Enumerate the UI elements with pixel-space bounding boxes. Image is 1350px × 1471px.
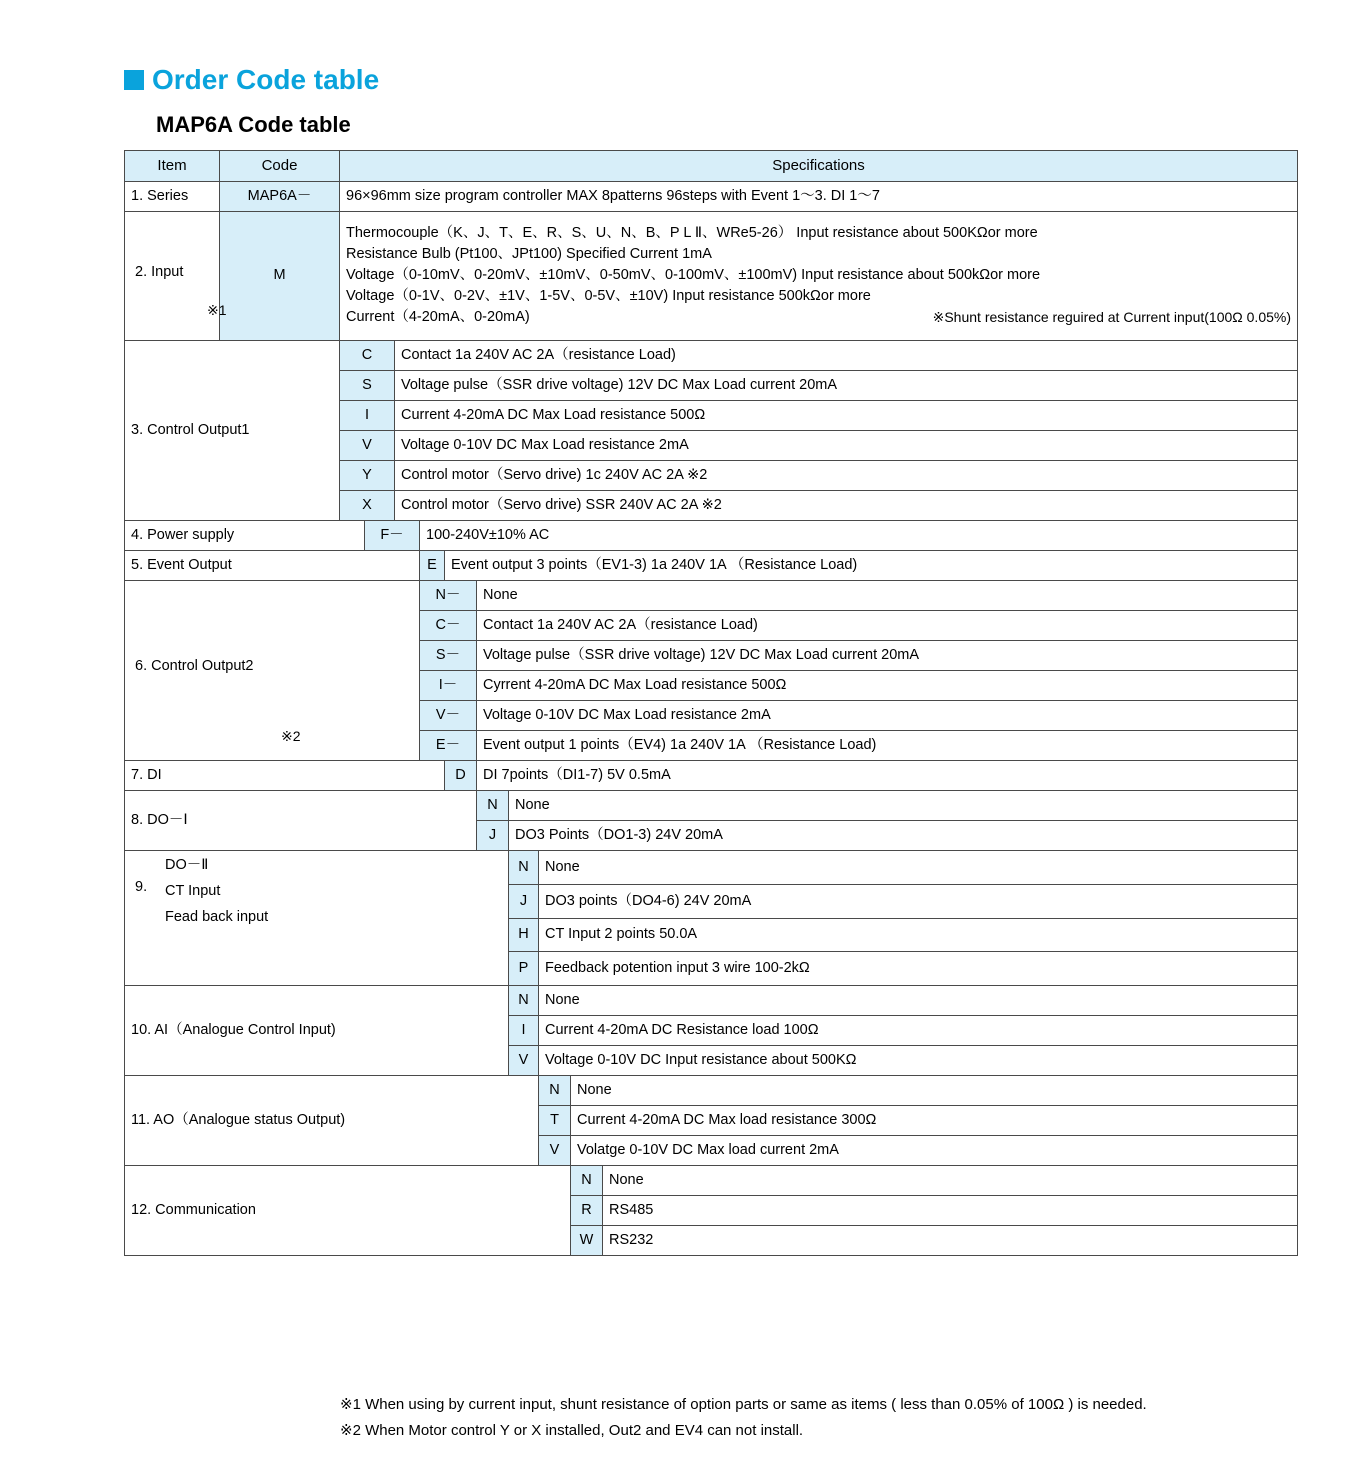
row-di xyxy=(125,760,1298,790)
row-control-output1-c xyxy=(125,340,1298,370)
series-item-label: 1. Series xyxy=(125,181,220,211)
do2-spec-p: Feedback potention input 3 wire 100-2kΩ xyxy=(539,952,1298,986)
control-output2-spec-e: Event output 1 points（EV4) 1a 240V 1A （Resistance Load) xyxy=(477,730,1298,760)
event-output-code: E xyxy=(420,550,445,580)
heading-marker-square xyxy=(124,70,144,90)
control-output1-code-x: X xyxy=(340,490,395,520)
footnote-2: ※2 When Motor control Y or X installed, Out2 and EV4 can not install. xyxy=(340,1422,804,1440)
input-spec-line-2: Resistance Bulb (Pt100、JPt100) Specified Current 1mA xyxy=(346,246,712,263)
control-output1-code-v: V xyxy=(340,430,395,460)
ao-item-label: 11. AO（Analogue status Output) xyxy=(125,1076,539,1166)
do1-code-n: N xyxy=(477,791,509,821)
do2-item-line3: Fead back input xyxy=(165,909,269,926)
input-item-cell xyxy=(125,211,227,340)
ai-code-v: V xyxy=(509,1046,539,1076)
table-header-row xyxy=(125,151,1298,182)
do2-item-line1: DO－Ⅱ xyxy=(165,857,209,874)
do1-spec-j: DO3 Points（DO1-3) 24V 20mA xyxy=(509,821,1298,851)
row-control-output2-n xyxy=(125,580,1298,610)
do2-item-line2: CT Input xyxy=(165,883,221,900)
input-spec-line-3: Voltage（0-10mV、0-20mV、±10mV、0-50mV、0-100mV、±100mV) Input resistance about 500kΩor more xyxy=(346,267,1041,284)
control-output2-spec-s: Voltage pulse（SSR drive voltage) 12V DC Max Load current 20mA xyxy=(477,640,1298,670)
power-supply-code: F－ xyxy=(365,520,420,550)
input-spec-line-4: Voltage（0-1V、0-2V、±1V、1-5V、0-5V、±10V) Input resistance 500kΩor more xyxy=(346,288,871,305)
do2-code-n: N xyxy=(509,851,539,885)
power-supply-spec: 100-240V±10% AC xyxy=(420,520,1298,550)
communication-code-r: R xyxy=(571,1196,603,1226)
communication-code-w: W xyxy=(571,1226,603,1256)
ao-spec-t: Current 4-20mA DC Max load resistance 300Ω xyxy=(571,1106,1298,1136)
control-output2-spec-n: None xyxy=(477,580,1298,610)
di-code: D xyxy=(445,760,477,790)
control-output2-code-e: E－ xyxy=(420,730,477,760)
control-output1-spec-s: Voltage pulse（SSR drive voltage) 12V DC Max Load current 20mA xyxy=(395,370,1298,400)
ao-code-v: V xyxy=(539,1136,571,1166)
control-output2-code-i: I－ xyxy=(420,670,477,700)
do1-code-j: J xyxy=(477,821,509,851)
page-subtitle: MAP6A Code table xyxy=(156,112,351,137)
control-output2-item-cell xyxy=(125,580,420,760)
ai-spec-i: Current 4-20mA DC Resistance load 100Ω xyxy=(539,1016,1298,1046)
do2-code-h: H xyxy=(509,918,539,952)
control-output1-spec-y: Control motor（Servo drive) 1c 240V AC 2A ※2 xyxy=(395,460,1298,490)
series-code: MAP6A－ xyxy=(220,181,340,211)
ao-spec-n: None xyxy=(571,1076,1298,1106)
ai-item-label: 10. AI（Analogue Control Input) xyxy=(125,986,509,1076)
control-output2-item-note: ※2 xyxy=(281,728,301,745)
do2-code-p: P xyxy=(509,952,539,986)
row-ai-n xyxy=(125,986,1298,1016)
header-item: Item xyxy=(125,151,220,182)
control-output1-spec-i: Current 4-20mA DC Max Load resistance 500Ω xyxy=(395,400,1298,430)
input-current-note: ※Shunt resistance reguired at Current input(100Ω 0.05%) xyxy=(932,309,1291,326)
section-heading xyxy=(124,64,379,96)
do2-spec-h: CT Input 2 points 50.0A xyxy=(539,918,1298,952)
control-output1-item-label: 3. Control Output1 xyxy=(125,340,340,520)
ai-spec-n: None xyxy=(539,986,1298,1016)
input-code: M xyxy=(220,211,340,340)
footnotes xyxy=(340,1392,1147,1445)
do2-spec-n: None xyxy=(539,851,1298,885)
control-output1-code-y: Y xyxy=(340,460,395,490)
control-output1-spec-c: Contact 1a 240V AC 2A（resistance Load) xyxy=(395,340,1298,370)
control-output2-item-label: 6. Control Output2 xyxy=(135,658,254,675)
di-item-label: 7. DI xyxy=(125,760,445,790)
header-code: Code xyxy=(220,151,340,182)
row-input xyxy=(125,211,1298,340)
input-item-label: 2. Input xyxy=(135,263,184,280)
ao-code-n: N xyxy=(539,1076,571,1106)
row-event-output xyxy=(125,550,1298,580)
event-output-item-label: 5. Event Output xyxy=(125,550,420,580)
order-code-table xyxy=(124,150,1298,1256)
control-output2-spec-i: Cyrrent 4-20mA DC Max Load resistance 500Ω xyxy=(477,670,1298,700)
communication-code-n: N xyxy=(571,1166,603,1196)
communication-spec-n: None xyxy=(603,1166,1298,1196)
control-output1-spec-v: Voltage 0-10V DC Max Load resistance 2mA xyxy=(395,430,1298,460)
control-output1-code-s: S xyxy=(340,370,395,400)
do2-item-number: 9. xyxy=(135,879,148,896)
control-output1-code-i: I xyxy=(340,400,395,430)
ai-code-n: N xyxy=(509,986,539,1016)
ai-spec-v: Voltage 0-10V DC Input resistance about 500KΩ xyxy=(539,1046,1298,1076)
ai-code-i: I xyxy=(509,1016,539,1046)
control-output2-code-s: S－ xyxy=(420,640,477,670)
control-output2-spec-c: Contact 1a 240V AC 2A（resistance Load) xyxy=(477,610,1298,640)
control-output2-code-v: V－ xyxy=(420,700,477,730)
input-spec-line-5: Current（4-20mA、0-20mA) xyxy=(346,309,530,326)
row-series xyxy=(125,181,1298,211)
ao-code-t: T xyxy=(539,1106,571,1136)
communication-spec-r: RS485 xyxy=(603,1196,1298,1226)
row-do2-n xyxy=(125,851,1298,885)
communication-spec-w: RS232 xyxy=(603,1226,1298,1256)
header-specifications: Specifications xyxy=(340,151,1298,182)
input-spec-line-1: Thermocouple（K、J、T、E、R、S、U、N、B、P L Ⅱ、WRe5-26） Input resistance about 500KΩor more xyxy=(346,225,1038,242)
row-comm-n xyxy=(125,1166,1298,1196)
row-do1-n xyxy=(125,791,1298,821)
series-spec: 96×96mm size program controller MAX 8patterns 96steps with Event 1〜3. DI 1〜7 xyxy=(340,181,1298,211)
input-item-note: ※1 xyxy=(207,301,227,318)
do2-spec-j: DO3 points（DO4-6) 24V 20mA xyxy=(539,884,1298,918)
section-title: Order Code table xyxy=(152,64,380,95)
event-output-spec: Event output 3 points（EV1-3) 1a 240V 1A （Resistance Load) xyxy=(445,550,1298,580)
row-power-supply xyxy=(125,520,1298,550)
control-output2-code-n: N－ xyxy=(420,580,477,610)
do1-spec-n: None xyxy=(509,791,1298,821)
footnote-1: ※1 When using by current input, shunt resistance of option parts or same as items ( less than 0.05% of 100Ω ) is needed. xyxy=(340,1396,1147,1413)
control-output1-code-c: C xyxy=(340,340,395,370)
control-output1-spec-x: Control motor（Servo drive) SSR 240V AC 2A ※2 xyxy=(395,490,1298,520)
do2-code-j: J xyxy=(509,884,539,918)
communication-item-label: 12. Communication xyxy=(125,1166,571,1256)
do2-item-cell xyxy=(125,851,509,986)
di-spec: DI 7points（DI1-7) 5V 0.5mA xyxy=(477,760,1298,790)
control-output2-code-c: C－ xyxy=(420,610,477,640)
ao-spec-v: Volatge 0-10V DC Max load current 2mA xyxy=(571,1136,1298,1166)
row-ao-n xyxy=(125,1076,1298,1106)
do1-item-label: 8. DO－Ⅰ xyxy=(125,791,477,851)
input-spec xyxy=(340,211,1298,340)
control-output2-spec-v: Voltage 0-10V DC Max Load resistance 2mA xyxy=(477,700,1298,730)
power-supply-item-label: 4. Power supply xyxy=(125,520,365,550)
